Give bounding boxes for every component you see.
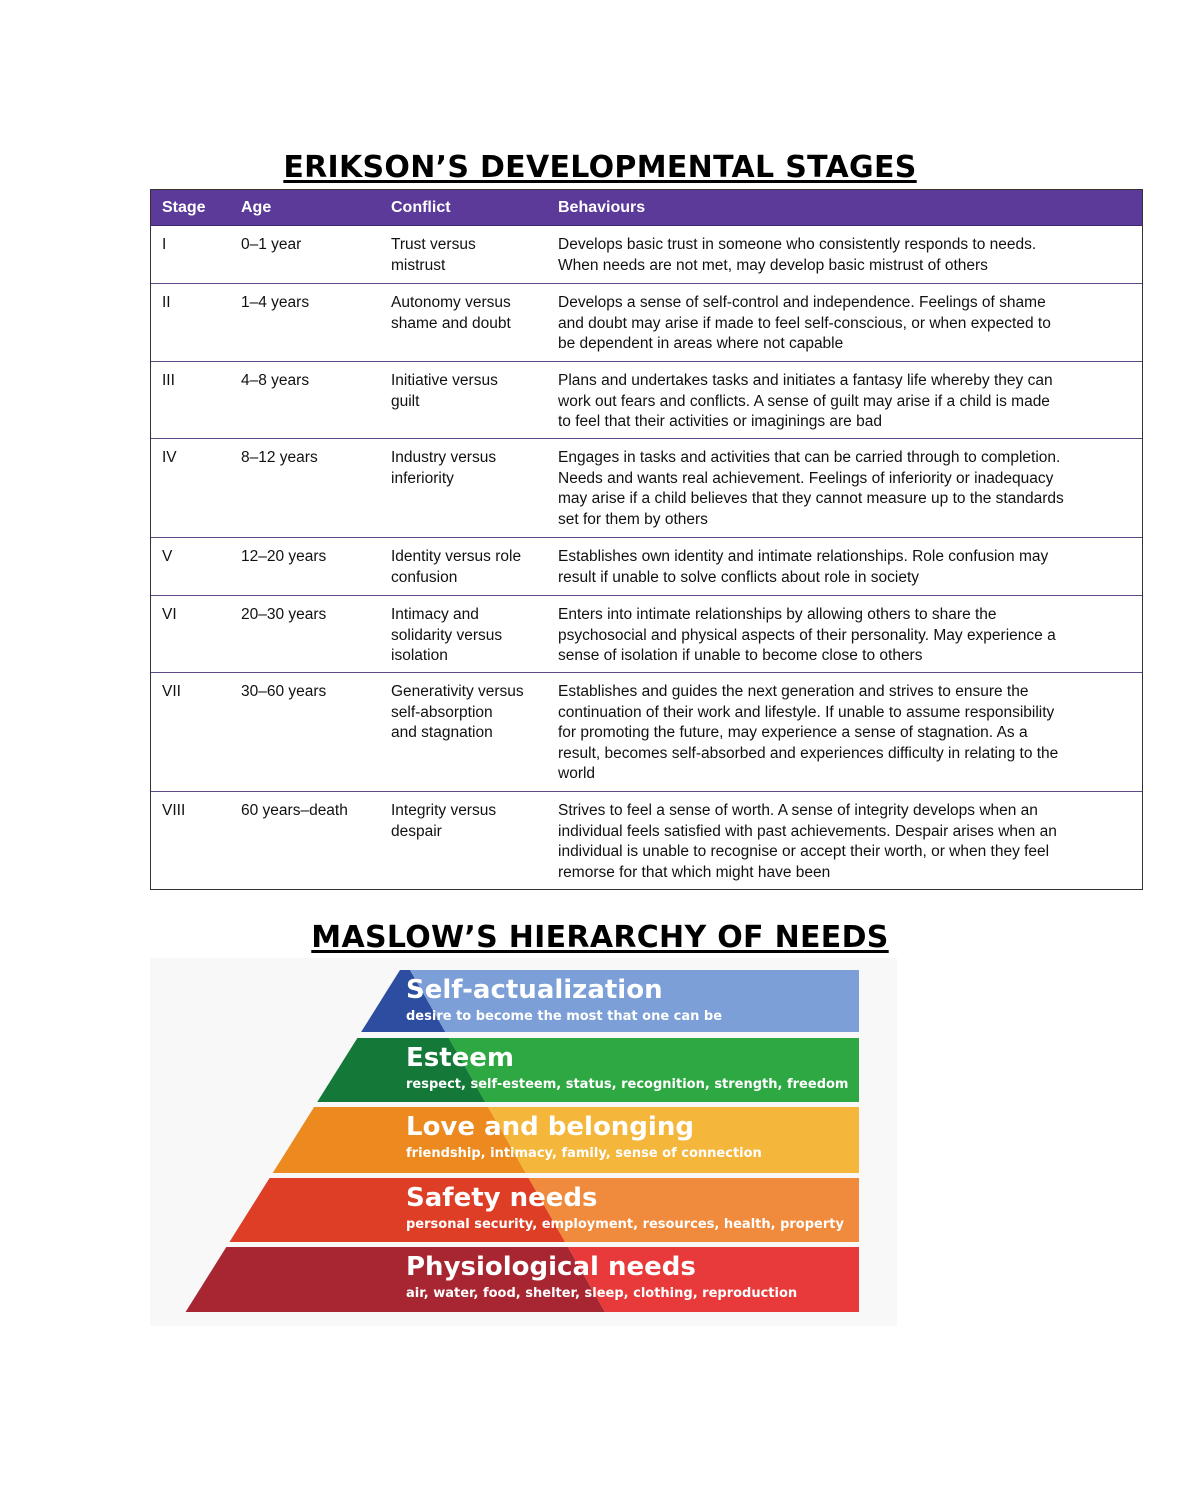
cell-conflict: Intimacy and solidarity versus isolation — [391, 606, 503, 664]
cell-stage: II — [162, 294, 171, 311]
pyramid-level-description: air, water, food, shelter, sleep, clothing, reproduction — [406, 1286, 798, 1301]
erikson-table — [150, 189, 1143, 890]
cell-behaviour: Enters into intimate relationships by allowing others to share the psychosocial and physical aspects of their personality. May experience a sense of isolation if unable to become close to others — [558, 606, 1056, 664]
pyramid-level-description: respect, self-esteem, status, recognition, strength, freedom — [406, 1077, 849, 1092]
cell-stage: V — [162, 548, 173, 565]
cell-age: 8–12 years — [241, 449, 318, 466]
cell-behaviour: Develops basic trust in someone who consistently responds to needs. When needs are not met, may develop basic mistrust of others — [558, 236, 1037, 274]
table-header — [151, 190, 1142, 226]
cell-conflict: Identity versus role confusion — [391, 548, 522, 586]
cell-age: 0–1 year — [241, 236, 302, 253]
table-row — [151, 596, 1142, 673]
cell-conflict: Initiative versus guilt — [391, 372, 498, 410]
header-age: Age — [241, 198, 272, 216]
cell-age: 4–8 years — [241, 372, 310, 389]
cell-stage: VI — [162, 606, 177, 623]
table-row — [151, 673, 1142, 792]
table-row — [151, 226, 1142, 284]
cell-stage: VII — [162, 683, 181, 700]
cell-stage: IV — [162, 449, 177, 466]
cell-stage: I — [162, 236, 167, 253]
cell-behaviour: Plans and undertakes tasks and initiates a fantasy life whereby they can work out fears and conflicts. A sense of guilt may arise if a child is made to feel that their activities or imaginings are bad — [558, 372, 1053, 430]
pyramid-level-description: desire to become the most that one can be — [406, 1009, 723, 1024]
cell-behaviour: Establishes own identity and intimate relationships. Role confusion may result if unable to solve conflicts about role in society — [558, 548, 1049, 586]
cell-stage: III — [162, 372, 175, 389]
table-row — [151, 792, 1142, 889]
pyramid-level-title: Esteem — [406, 1043, 515, 1073]
pyramid-level-description: personal security, employment, resources, health, property — [406, 1217, 844, 1232]
cell-age: 60 years–death — [241, 802, 348, 819]
erikson-title: ERIKSON’S DEVELOPMENTAL STAGES — [283, 150, 917, 185]
pyramid-level-description: friendship, intimacy, family, sense of connection — [406, 1146, 762, 1161]
pyramid-level-title: Love and belonging — [406, 1112, 694, 1142]
maslow-title: MASLOW’S HIERARCHY OF NEEDS — [311, 920, 889, 955]
cell-conflict: Industry versus inferiority — [391, 449, 497, 487]
cell-stage: VIII — [162, 802, 186, 819]
cell-behaviour: Strives to feel a sense of worth. A sense of integrity develops when an individual feels satisfied with past achievements. Despair arises when an individual is unable to recognise or accept their worth, or when they feel remorse for that which might have been — [558, 802, 1057, 881]
cell-conflict: Trust versus mistrust — [391, 236, 476, 274]
maslow-pyramid — [150, 958, 897, 1326]
header-conflict: Conflict — [391, 198, 451, 216]
cell-age: 20–30 years — [241, 606, 327, 623]
pyramid-level-title: Safety needs — [406, 1183, 598, 1213]
cell-conflict: Generativity versus self-absorption and stagnation — [391, 683, 524, 741]
header-stage: Stage — [162, 198, 206, 216]
table-row — [151, 439, 1142, 538]
cell-behaviour: Engages in tasks and activities that can be carried through to completion. Needs and wants real achievement. Feelings of inferiority or inadequacy may arise if a child believes that they cannot measure up to the standards set for them by others — [558, 449, 1064, 528]
table-body — [151, 226, 1142, 889]
cell-behaviour: Establishes and guides the next generation and strives to ensure the continuation of their work and lifestyle. If unable to assume responsibility for promoting the future, may experience a sense of stagnation. As a result, becomes self-absorbed and experiences difficulty in relating to the world — [558, 683, 1059, 782]
pyramid-level-title: Self-actualization — [406, 975, 663, 1005]
header-behaviours: Behaviours — [558, 198, 646, 216]
cell-age: 12–20 years — [241, 548, 327, 565]
pyramid-level-title: Physiological needs — [406, 1252, 696, 1282]
table-row — [151, 538, 1142, 596]
cell-conflict: Integrity versus despair — [391, 802, 497, 840]
cell-age: 1–4 years — [241, 294, 310, 311]
cell-age: 30–60 years — [241, 683, 327, 700]
table-row — [151, 362, 1142, 439]
cell-behaviour: Develops a sense of self-control and independence. Feelings of shame and doubt may arise if made to feel self-conscious, or when expected to be dependent in areas where not capable — [558, 294, 1051, 352]
table-row — [151, 284, 1142, 362]
cell-conflict: Autonomy versus shame and doubt — [391, 294, 511, 332]
